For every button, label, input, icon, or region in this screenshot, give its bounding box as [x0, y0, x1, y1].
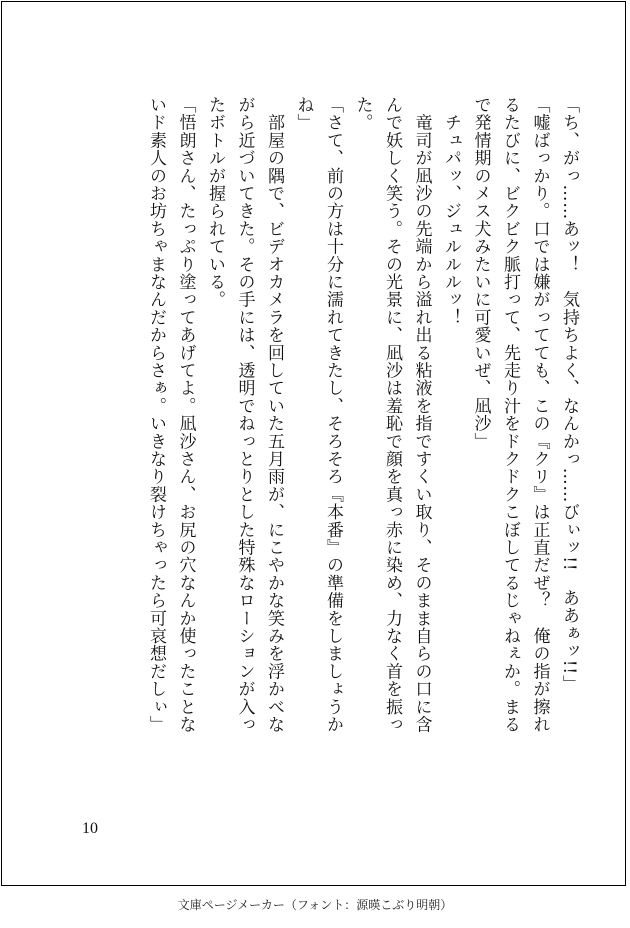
text-line: いド素人のお坊ちゃまなんだからさぁ。いきなり裂けちゃったら可哀想だしぃ」 — [146, 96, 166, 734]
text-line: 竜司が凪沙の先端から溢れ出る粘液を指ですくい取り、そのまま自らの口に含 — [411, 96, 432, 734]
page-frame — [1, 1, 626, 886]
text-line: ね」 — [293, 96, 314, 132]
text-line: た。 — [352, 96, 373, 132]
text-line: がら近づいてきた。その手には、透明でねっとりとした特殊なローションが入っ — [234, 96, 255, 734]
text-line: チュパッ、ジュルルルッ！ — [441, 96, 461, 327]
text-line: 部屋の隅で、ビデオカメラを回していた五月雨が、にこやかな笑みを浮かべな — [264, 96, 284, 734]
text-line: 「ち、がっ……あッ！ 気持ちよく、なんかっ……びぃッ!! ああぁッ!!」 — [559, 96, 579, 693]
text-line: で発情期のメス犬みたいに可愛いぜ、凪沙」 — [470, 96, 491, 450]
text-line: んで妖しく笑う。その光景に、凪沙は羞恥で顔を真っ赤に染め、力なく首を振っ — [382, 96, 402, 734]
body-text — [23, 96, 583, 816]
text-line: たボトルが握られている。 — [205, 96, 225, 309]
text-line: 「悟朗さん、たっぷり塗ってあげてよ。凪沙さん、お尻の穴なんか使ったことな — [175, 96, 196, 734]
text-line: 「さて、前の方は十分に濡れてきたし、そろそろ『本番』の準備をしましょうか — [323, 96, 343, 734]
text-line: 「嘘ばっかり。口では嫌がってても、この『クリ』は正直だぜ？ 俺の指が擦れ — [529, 96, 550, 734]
text-line: るたびに、ビクビク脈打って、先走り汁をドクドクこぼしてるじゃねぇか。まる — [500, 96, 520, 734]
page-number: 10 — [82, 820, 98, 837]
footer-credit: 文庫ページメーカー（フォント：源暎こぶり明朝） — [177, 898, 453, 912]
